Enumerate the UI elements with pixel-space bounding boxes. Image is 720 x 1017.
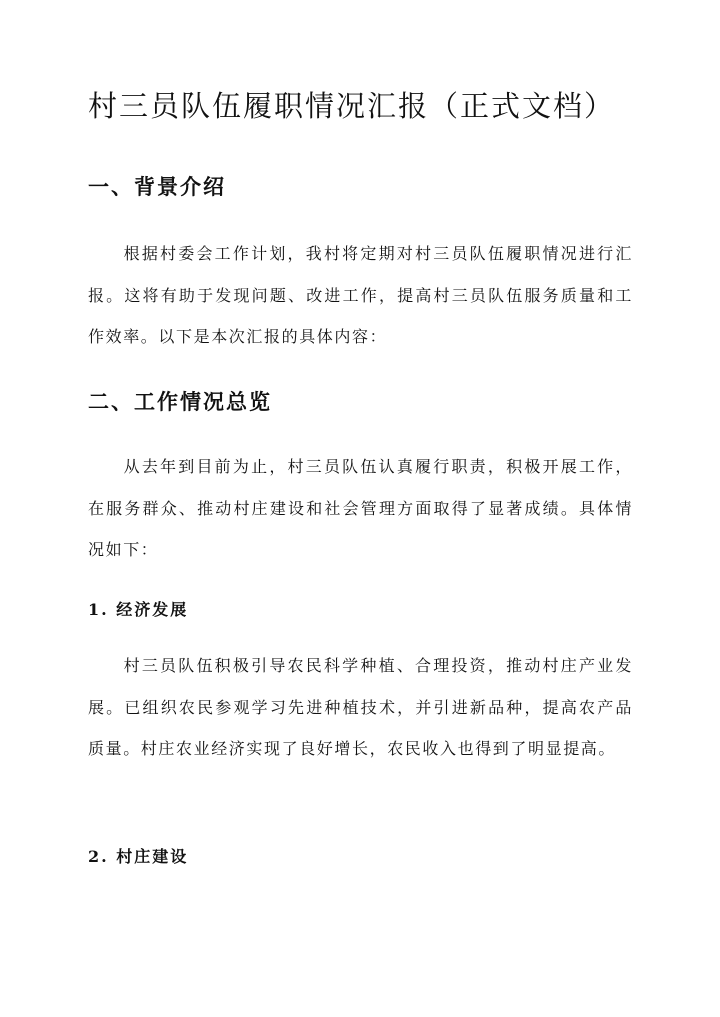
- section-heading-background: 一、背景介绍: [88, 174, 226, 199]
- subsection-paragraph-economy: [88, 645, 633, 770]
- paragraph-text: 根据村委会工作计划，我村将定期对村三员队伍履职情况进行汇报。这将有助于发现问题、改进工作，提高村三员队伍服务质量和工作效率。以下是本次汇报的具体内容：: [88, 244, 633, 346]
- subsection-heading-village-construction: 2. 村庄建设: [88, 847, 189, 866]
- document-title: 村三员队伍履职情况汇报（正式文档）: [88, 89, 616, 123]
- section-heading-overview: 二、工作情况总览: [88, 389, 272, 414]
- paragraph-text: 村三员队伍积极引导农民科学种植、合理投资，推动村庄产业发展。已组织农民参观学习先进种植技术，并引进新品种，提高农产品质量。村庄农业经济实现了良好增长，农民收入也得到了明显提高。: [88, 656, 633, 758]
- section-paragraph-overview: [88, 446, 633, 571]
- section-paragraph-background: [88, 233, 633, 358]
- paragraph-text: 从去年到目前为止，村三员队伍认真履行职责，积极开展工作，在服务群众、推动村庄建设和社会管理方面取得了显著成绩。具体情况如下：: [88, 457, 633, 559]
- subsection-heading-economy: 1. 经济发展: [88, 600, 189, 619]
